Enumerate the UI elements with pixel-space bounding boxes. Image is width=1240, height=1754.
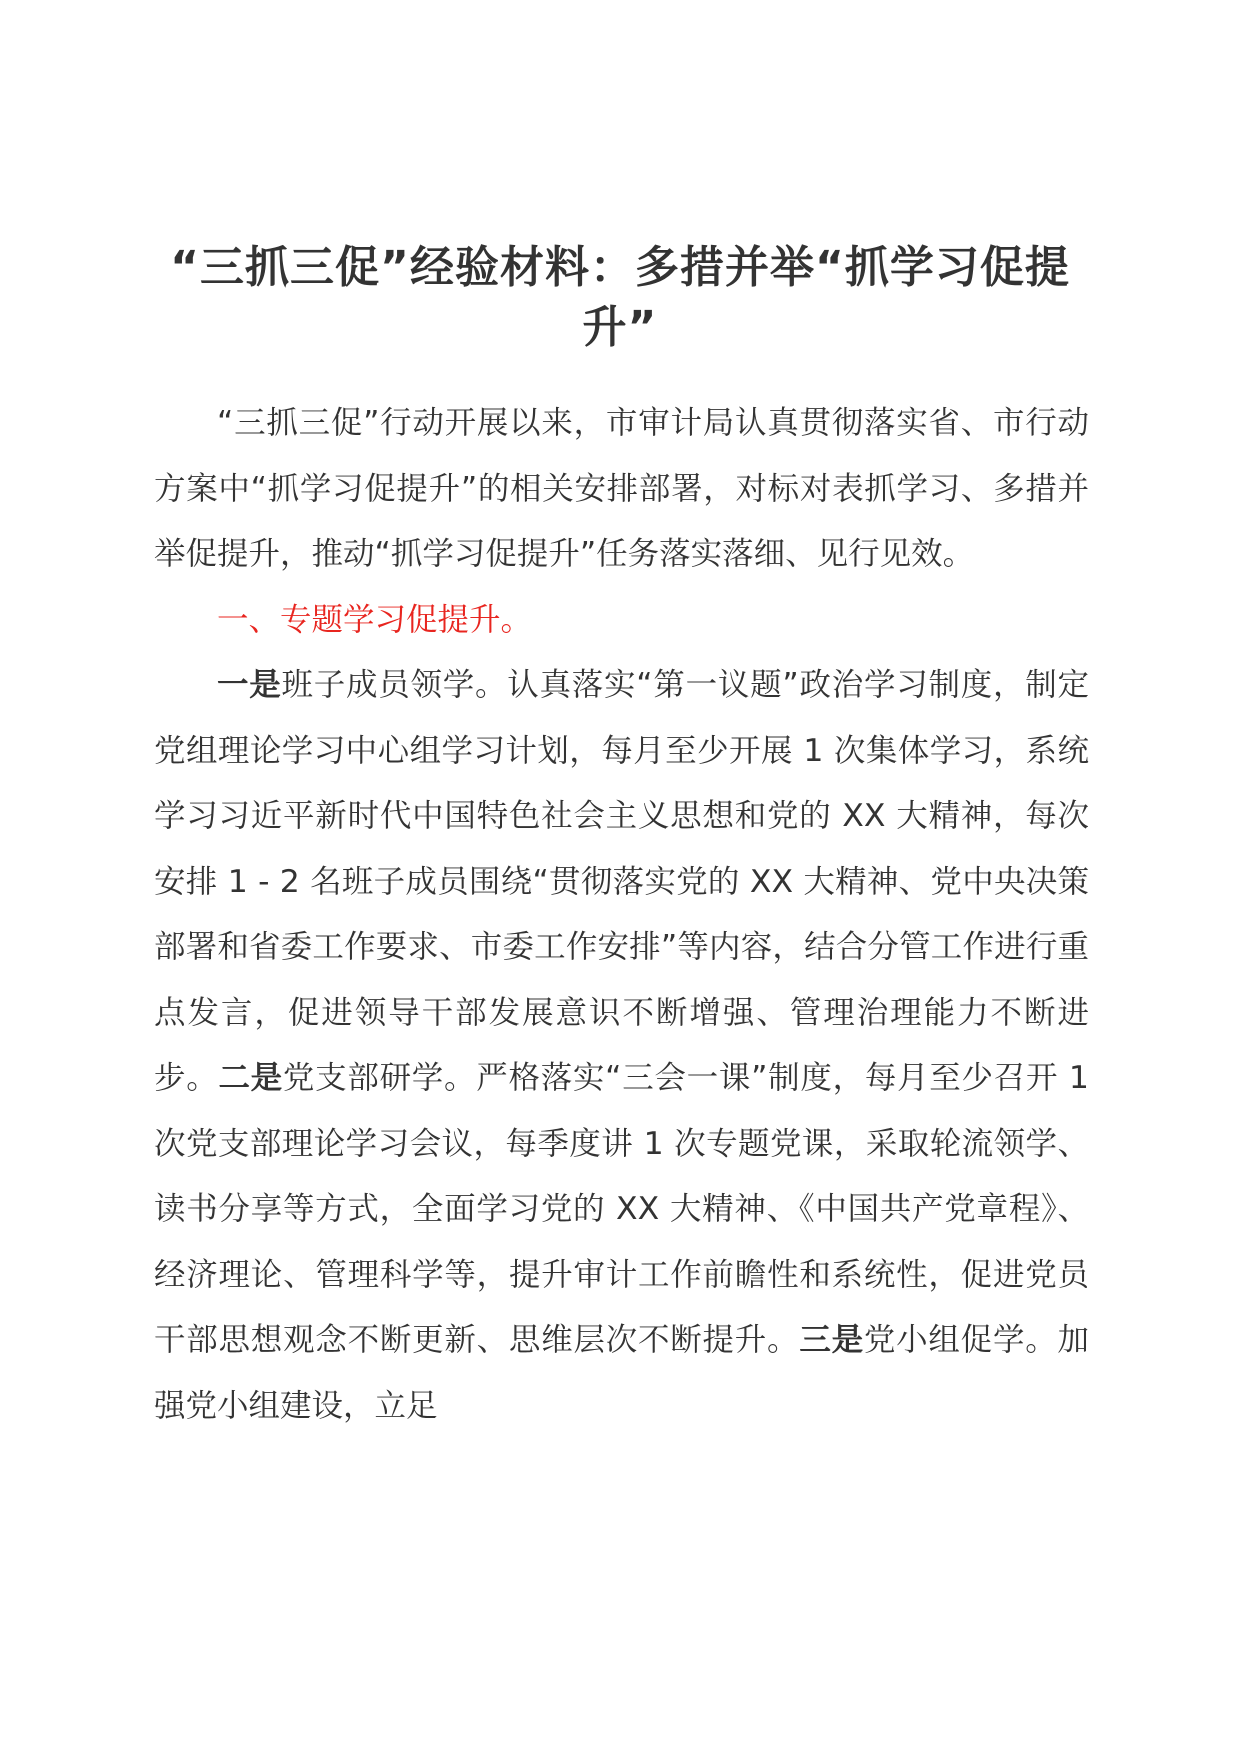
point3-text: 党小组促学。加强党小组建设，立足 bbox=[154, 1322, 1089, 1424]
document-body bbox=[154, 391, 1089, 1439]
point2-lead: 二是 bbox=[218, 1060, 283, 1096]
point3-lead: 三是 bbox=[799, 1322, 864, 1358]
document-title: “三抓三促”经验材料：多措并举“抓学习促提升” bbox=[170, 242, 1070, 353]
point1-lead: 一是 bbox=[217, 667, 282, 703]
point2-text: 党支部研学。严格落实“三会一课”制度，每月至少召开 1 次党支部理论学习会议，每季度讲 1 次专题党课，采取轮流领学、读书分享等方式，全面学习党的 XX 大精神、《中国共产党章程》、经济理论、管理科学等，提升审计工作前瞻性和系统性，促进党员干部思想观念不断更新、思维层次不断提升。 bbox=[154, 1060, 1089, 1358]
section-heading: 一、专题学习促提升。 bbox=[217, 601, 533, 638]
point1-text: 班子成员领学。认真落实“第一议题”政治学习制度，制定党组理论学习中心组学习计划，每月至少开展 1 次集体学习，系统学习习近平新时代中国特色社会主义思想和党的 XX 大精神，每次安排 1 - 2 名班子成员围绕“贯彻落实党的 XX 大精神、党中央决策部署和省委工作要求、市委工作安排”等内容，结合分管工作进行重点发言，促进领导干部发展意识不断增强、管理治理能力不断进步。 bbox=[154, 667, 1089, 1096]
intro-paragraph: “三抓三促”行动开展以来，市审计局认真贯彻落实省、市行动方案中“抓学习促提升”的相关安排部署，对标对表抓学习、多措并举促提升，推动“抓学习促提升”任务落实落细、见行见效。 bbox=[154, 405, 1089, 572]
section-paragraph bbox=[154, 653, 1089, 1439]
